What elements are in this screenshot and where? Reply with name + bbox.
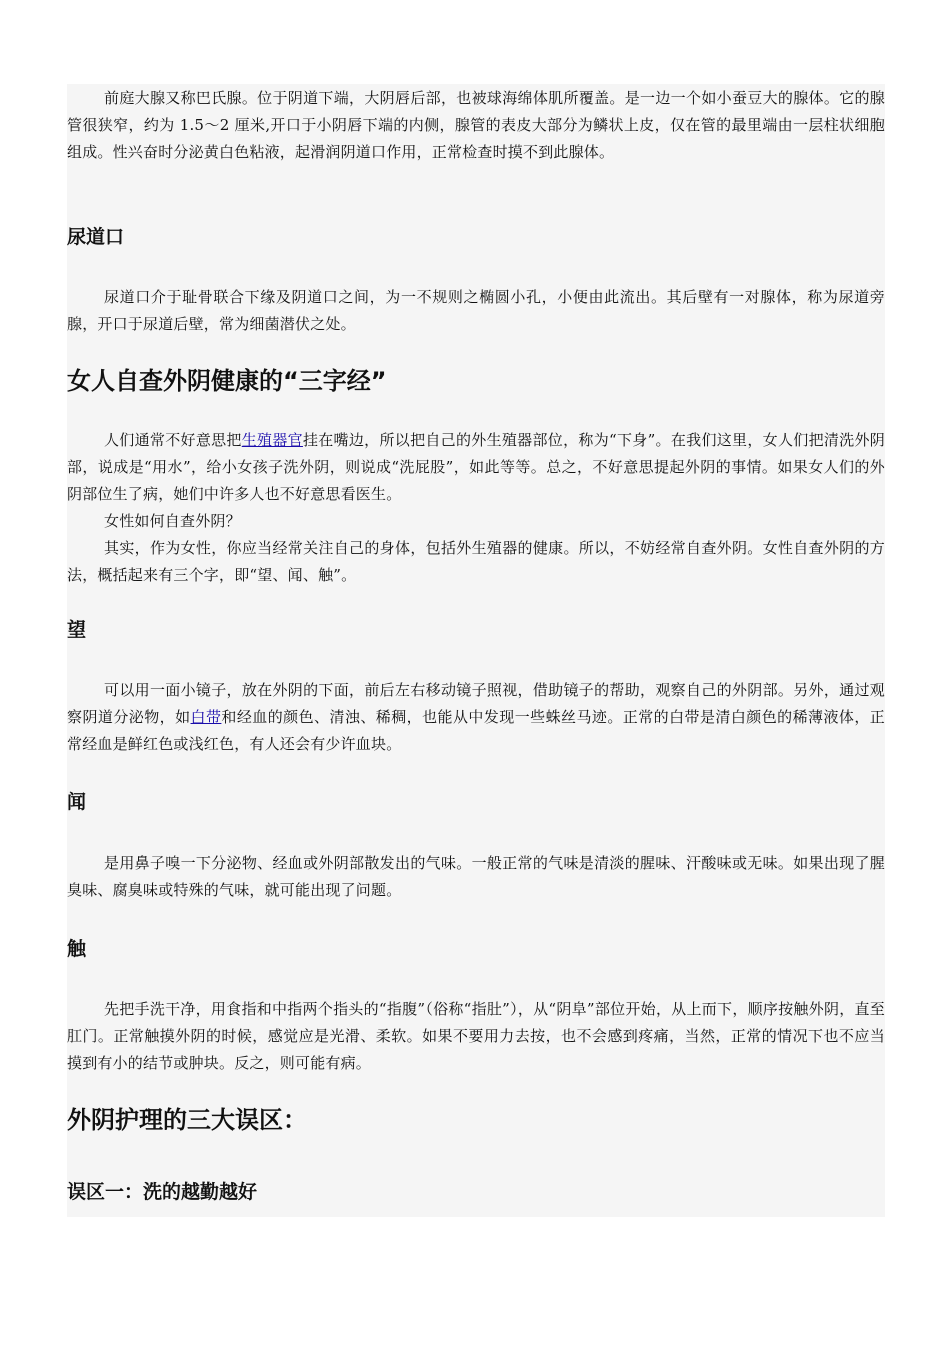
link-leukorrhea[interactable]: 白带: [190, 708, 222, 726]
article-body: [67, 84, 885, 1217]
paragraph-text: 前庭大腺又称巴氏腺。位于阴道下端，大阴唇后部，也被球海绵体肌所覆盖。是一边一个如小蚕豆大的腺体。它的腺管很狭窄，约为 1.5～2 厘米,开口于小阴唇下端的内侧，腺管的表皮大部分为鳞状上皮，仅在管的最里端由一层柱状细胞组成。性兴奋时分泌黄白色粘液，起滑润阴道口作用，正常检查时摸不到此腺体。: [67, 89, 885, 161]
section-heading: 触: [67, 938, 87, 960]
paragraph-touch: [67, 996, 885, 1077]
paragraph-bartholin: [67, 85, 885, 166]
text-segment: 人们通常不好意思把: [104, 431, 242, 449]
paragraph-smell: [67, 850, 885, 904]
heading-look: [67, 618, 885, 642]
heading-touch: [67, 937, 885, 961]
heading-urethra: [67, 225, 885, 249]
link-genital-organs[interactable]: 生殖器官: [241, 431, 303, 449]
paragraph-question: 女性如何自查外阴？: [104, 512, 241, 530]
heading-self-check: [67, 366, 885, 396]
paragraph-urethra: [67, 284, 885, 338]
section-title: 女人自查外阴健康的“三字经”: [67, 367, 387, 395]
paragraph-text: [67, 677, 885, 758]
section-title: 外阴护理的三大误区：: [67, 1106, 307, 1134]
paragraph-text: 其实，作为女性，你应当经常关注自己的身体，包括外生殖器的健康。所以，不妨经常自查外阴。女性自查外阴的方法，概括起来有三个字，即“望、闻、触”。: [67, 539, 885, 584]
section-heading: 闻: [67, 791, 87, 813]
section-heading: 误区一：洗的越勤越好: [67, 1181, 258, 1203]
paragraph-text: 是用鼻子嗅一下分泌物、经血或外阴部散发出的气味。一般正常的气味是清淡的腥味、汗酸味或无味。如果出现了腥臭味、腐臭味或特殊的气味，就可能出现了问题。: [67, 854, 885, 899]
section-heading: 尿道口: [67, 226, 125, 248]
paragraph-text: [67, 427, 885, 508]
heading-myth-one: [67, 1180, 885, 1204]
heading-care-myths: [67, 1105, 885, 1135]
text-segment: 和经血的颜色、清浊、稀稠，也能从中发现一些蛛丝马迹。正常的白带是清白颜色的稀薄液体，正常经血是鲜红色或浅红色，有人还会有少许血块。: [67, 708, 886, 753]
text-segment: 可以用一面小镜子，放在外阴的下面，前后左右移动镜子照视，借助镜子的帮助，观察自己的外阴部。另外，通过观察阴道分泌物，如: [67, 681, 885, 726]
paragraph-look: [67, 677, 885, 758]
paragraph-text: 先把手洗干净，用食指和中指两个指头的“指腹”（俗称“指肚”），从“阴阜”部位开始，从上而下，顺序按触外阴，直至肛门。正常触摸外阴的时候，感觉应是光滑、柔软。如果不要用力去按，也不会感到疼痛，当然，正常的情况下也不应当摸到有小的结节或肿块。反之，则可能有病。: [67, 1000, 885, 1072]
text-segment: 挂在嘴边，所以把自己的外生殖器部位，称为“下身”。在我们这里，女人们把清洗外阴部，说成是“用水”，给小女孩子洗外阴，则说成“洗屁股”，如此等等。总之，不好意思提起外阴的事情。如果女人们的外阴部位生了病，她们中许多人也不好意思看医生。: [67, 431, 885, 503]
section-heading: 望: [67, 619, 87, 641]
paragraph-text: 尿道口介于耻骨联合下缘及阴道口之间，为一不规则之椭圆小孔，小便由此流出。其后壁有一对腺体，称为尿道旁腺，开口于尿道后壁，常为细菌潜伏之处。: [67, 288, 885, 333]
paragraph-intro: [67, 427, 885, 589]
heading-smell: [67, 790, 885, 814]
